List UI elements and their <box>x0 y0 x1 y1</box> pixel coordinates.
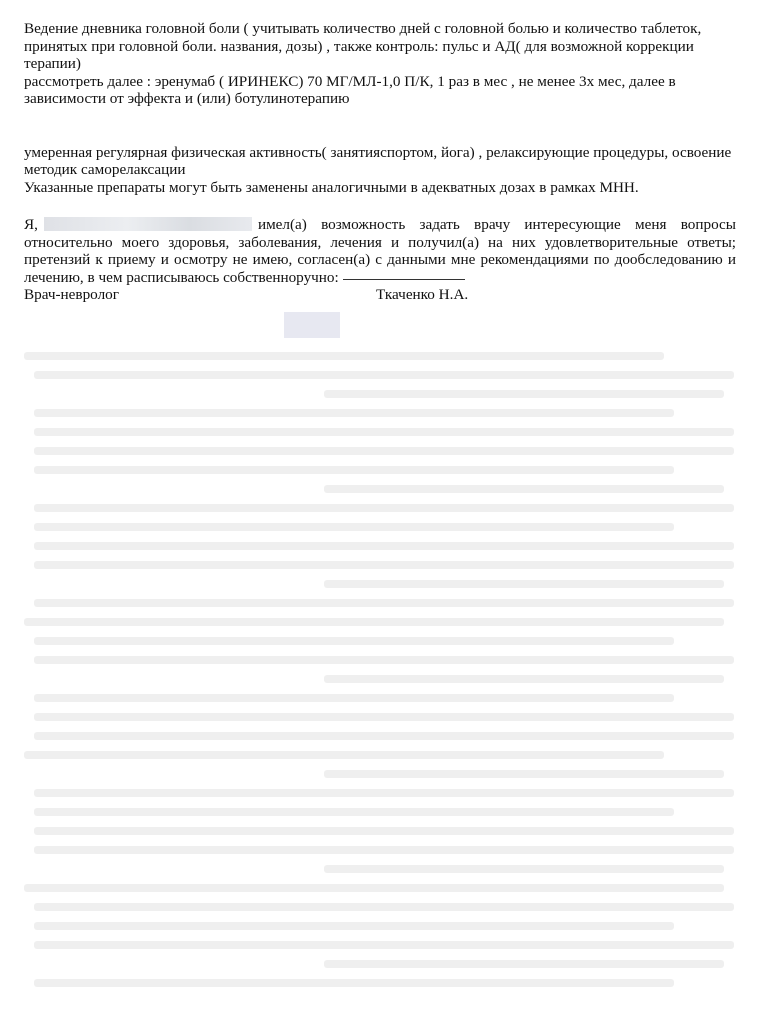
bleed-through-line <box>34 713 734 721</box>
bleed-through-line <box>34 447 734 455</box>
redacted-stamp <box>284 312 340 338</box>
bleed-through-line <box>34 979 674 987</box>
consent-prefix: Я, <box>24 216 38 233</box>
bleed-through-line <box>324 390 724 398</box>
bleed-through-line <box>34 637 674 645</box>
bleed-through-line <box>34 561 734 569</box>
bleed-through-line <box>24 352 664 360</box>
bleed-through-line <box>34 428 734 436</box>
bleed-through-line <box>34 523 674 531</box>
bleed-through-line <box>34 409 674 417</box>
bleed-through-line <box>34 827 734 835</box>
bleed-through-line <box>34 466 674 474</box>
bleed-through-line <box>34 656 734 664</box>
consider-paragraph: рассмотреть далее : эренумаб ( ИРИНЕКС) 70 МГ/МЛ-1,0 П/К, 1 раз в мес , не менее 3х мес, далее в зависимости от эффекта и (или) ботулинотерапию <box>24 72 676 107</box>
bleed-through-line <box>324 675 724 683</box>
bleed-through-line <box>34 789 734 797</box>
doctor-name: Ткаченко Н.А. <box>376 286 469 303</box>
bleed-through-line <box>34 504 734 512</box>
bleed-through-line <box>34 694 674 702</box>
bleed-through-line <box>34 371 734 379</box>
consent-text: имел(а) возможность задать врачу интересующие меня вопросы относительно моего здоровья, заболевания, лечения и получил(а) на них удовлетворительные ответы; претензий к приему и осмотру не имею, согласен(а) с данными мне рекомендациями по дообследованию и лечению, в чем расписываюсь собственноручно: <box>24 216 736 286</box>
bleed-through-line <box>34 903 734 911</box>
bleed-through-line <box>24 618 724 626</box>
bleed-through-line <box>24 884 724 892</box>
bleed-through-line <box>34 846 734 854</box>
bleed-through-line <box>34 941 734 949</box>
replace-paragraph: Указанные препараты могут быть заменены аналогичными в адекватных дозах в рамках МНН. <box>24 178 639 196</box>
bleed-through-line <box>324 960 724 968</box>
bleed-through-line <box>24 751 664 759</box>
activity-paragraph: умеренная регулярная физическая активность( занятияспортом, йога) , релаксирующие процедуры, освоение методик саморелаксации <box>24 143 732 178</box>
bleed-through-line <box>34 542 734 550</box>
signature-row <box>24 286 736 304</box>
redacted-name <box>44 217 252 231</box>
bleed-through-line <box>324 865 724 873</box>
bleed-through-text <box>24 352 736 1002</box>
bleed-through-line <box>34 808 674 816</box>
bleed-through-line <box>34 732 734 740</box>
signature-line <box>343 279 465 280</box>
bleed-through-line <box>34 922 674 930</box>
consent-paragraph <box>24 216 736 286</box>
bleed-through-line <box>324 770 724 778</box>
diary-paragraph: Ведение дневника головной боли ( учитывать количество дней с головной болью и количество таблеток, принятых при головной боли. названия, дозы) , также контроль: пульс и АД( для возможной коррекции терапии) <box>24 20 702 72</box>
bleed-through-line <box>34 599 734 607</box>
bleed-through-line <box>324 485 724 493</box>
bleed-through-line <box>324 580 724 588</box>
doctor-role: Врач-невролог <box>24 286 119 303</box>
document-body <box>24 20 736 304</box>
